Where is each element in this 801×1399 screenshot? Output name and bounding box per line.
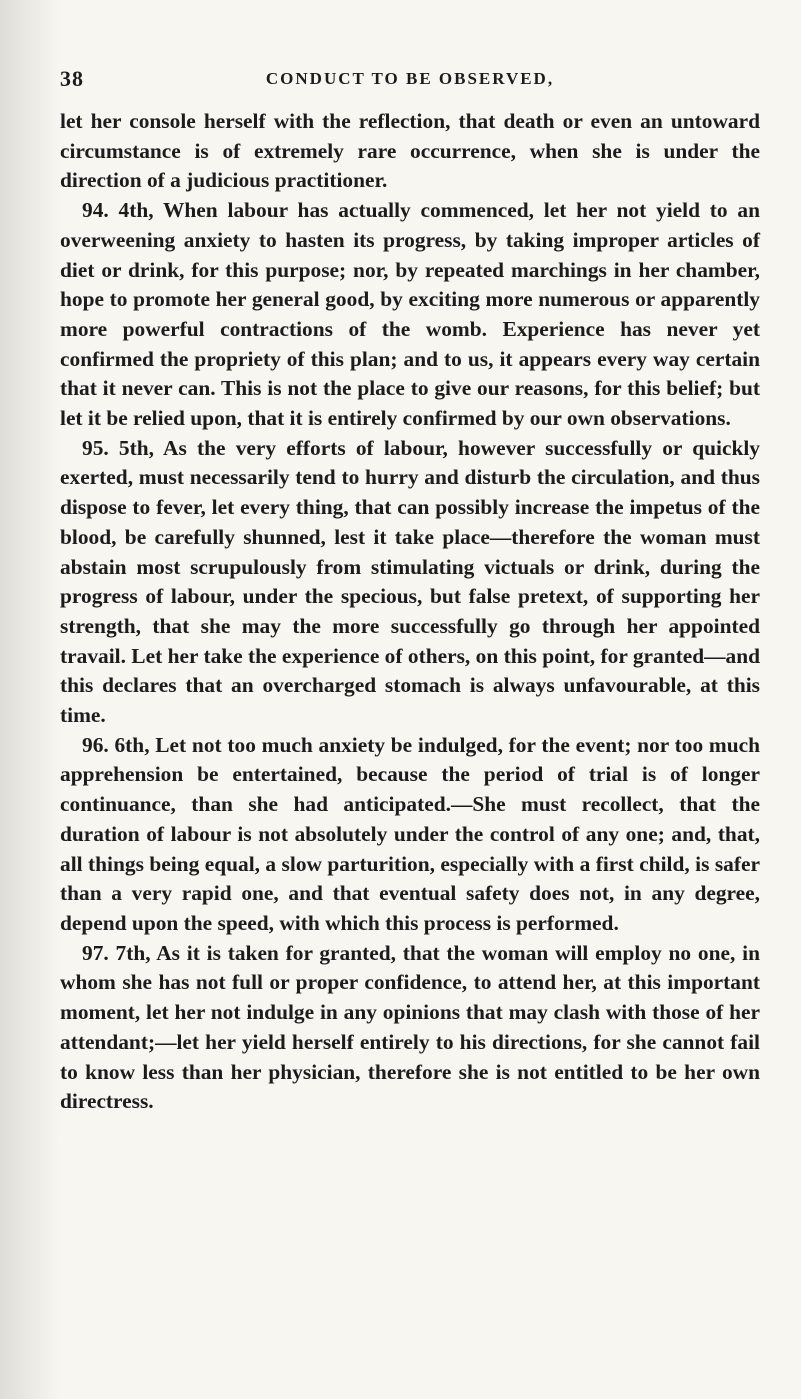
- body-text: [60, 107, 760, 1117]
- paragraph-continuation: let her console herself with the reflection, that death or even an untoward circumstance is of extremely rare occurrence, when she is under the direction of a judicious practitioner.: [60, 109, 760, 193]
- running-head: CONDUCT TO BE OBSERVED,: [265, 69, 555, 88]
- paragraph-96: 96. 6th, Let not too much anxiety be indulged, for the event; nor too much apprehension be entertained, because the period of trial is of longer continuance, than she had anticipated.—She must recollect, that the duration of labour is not absolutely under the control of any one; and, that, all things being equal, a slow parturition, especially with a first child, is safer than a very rapid one, and that eventual safety does not, in any degree, depend upon the speed, with which this process is performed.: [60, 732, 760, 935]
- binding-shadow: [0, 0, 60, 1399]
- paragraph-94: 94. 4th, When labour has actually commenced, let her not yield to an overweening anxiety to hasten its progress, by taking improper articles of diet or drink, for this purpose; nor, by repeated marchings in her chamber, hope to promote her general good, by exciting more numerous or apparently more powerful contractions of the womb. Experience has never yet confirmed the propriety of this plan; and to us, it appears every way certain that it never can. This is not the place to give our reasons, for this belief; but let it be relied upon, that it is entirely confirmed by our own observations.: [60, 198, 760, 431]
- paragraph-97: 97. 7th, As it is taken for granted, that the woman will employ no one, in whom she has not full or proper confidence, to attend her, at this important moment, let her not indulge in any opinions that may clash with those of her attendant;—let her yield herself entirely to his directions, for she cannot fail to know less than her physician, therefore she is not entitled to be her own directress.: [60, 940, 760, 1114]
- page-number: 38: [60, 66, 84, 91]
- paragraph-95: 95. 5th, As the very efforts of labour, however successfully or quickly exerted, must necessarily tend to hurry and disturb the circulation, and thus dispose to fever, let every thing, that can possibly increase the impetus of the blood, be carefully shunned, lest it take place—therefore the woman must abstain most scrupulously from stimulating victuals or drink, during the progress of labour, under the specious, but false pretext, of supporting her strength, that she may the more successfully go through her appointed travail. Let her take the experience of others, on this point, for granted—and this declares that an overcharged stomach is always unfavourable, at this time.: [60, 435, 760, 728]
- page-header: [60, 66, 760, 96]
